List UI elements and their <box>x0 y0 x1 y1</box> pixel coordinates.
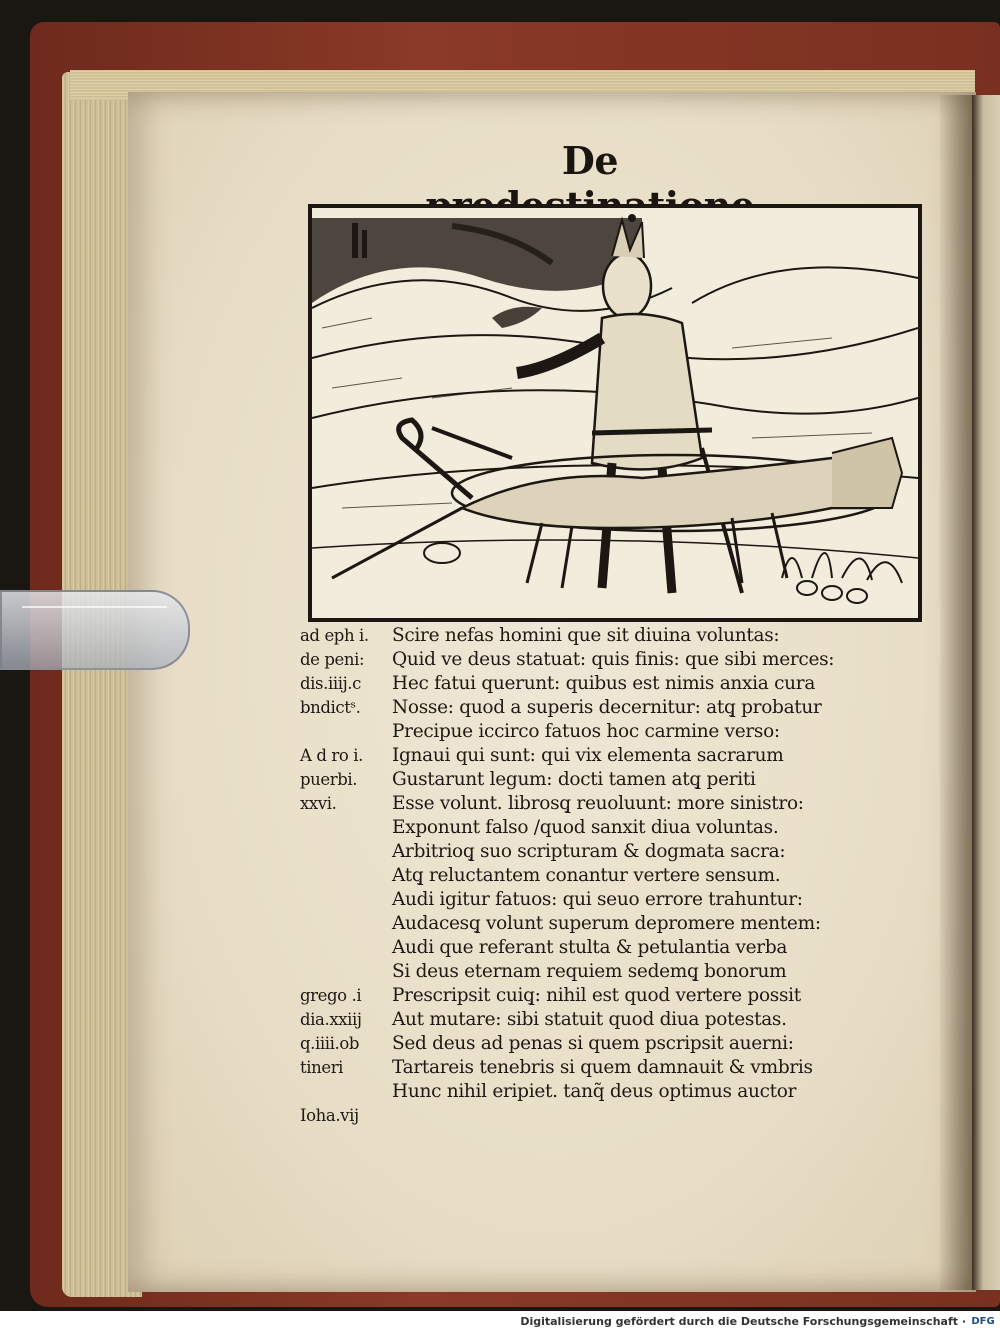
margin-note: ad eph i. <box>300 626 369 645</box>
verse-line: Si deus eternam requiem sedemq̧ bonorum <box>392 961 787 982</box>
margin-note: grego .i <box>300 986 362 1005</box>
page-holder-clip <box>0 590 190 670</box>
margin-note <box>300 840 390 864</box>
dfg-logo-icon: DFG <box>971 1316 995 1327</box>
margin-note <box>300 720 390 744</box>
margin-note: xxvi. <box>300 794 337 813</box>
margin-note <box>300 912 390 936</box>
verse-line: Prescripsit cuiq̧: nihil est quod vertere possit <box>392 985 801 1006</box>
clip-highlight <box>22 606 167 608</box>
margin-note: bndictˢ. <box>300 698 361 717</box>
margin-note <box>300 960 390 984</box>
verse-line: Audi igitur fatuos: qui seuo errore trahuntur: <box>392 889 803 910</box>
verse-line: Nosse: quod a superis decernitur: atq̧ probatur <box>392 697 822 718</box>
margin-note <box>300 816 390 840</box>
verse-line: Audacesq̧ volunt superum depromere mentem: <box>392 913 821 934</box>
verse-text <box>392 624 835 1104</box>
margin-note: tineri <box>300 1058 344 1077</box>
verse-line: Quid ve deus statuat: quis finis: que sibi merces: <box>392 649 835 670</box>
verse-line: Ignaui qui sunt: qui vix elementa sacrarum <box>392 745 784 766</box>
margin-note: puerbi. <box>300 770 358 789</box>
verse-line: Sed deus ad penas si quem pscripsit auerni: <box>392 1033 794 1054</box>
funding-credit: Digitalisierung gefördert durch die Deutsche Forschungsgemeinschaft · <box>520 1315 966 1328</box>
verse-line: Atq̧ reluctantem conantur vertere sensum. <box>392 865 781 886</box>
margin-note <box>300 888 390 912</box>
margin-note: dis.iiij.c <box>300 674 361 693</box>
margin-note: Ioha.vij <box>300 1106 359 1125</box>
verse-line: Esse volunt. librosq̧ reuoluunt: more sinistro: <box>392 793 804 814</box>
page-headline: De <box>561 138 619 183</box>
verse-line: Exponunt falso /quod sanxit diua voluntas. <box>392 817 779 838</box>
woodcut-fool-on-crayfish <box>312 208 918 618</box>
verse-line: Gustarunt legum: docti tamen atq̧ periti <box>392 769 756 790</box>
footer-bar <box>0 1311 1000 1336</box>
margin-note: q.iiii.ob <box>300 1034 360 1053</box>
verse-line: Hunc nihil eripiet. tanq̃ deus optimus auctor <box>392 1081 797 1102</box>
verse-line: Audi que referant stulta & petulantia verba <box>392 937 788 958</box>
margin-note <box>300 864 390 888</box>
verse-line: Tartareis tenebris si quem damnauit & vmbris <box>392 1057 813 1078</box>
verse-line: Precipue iccirco fatuos hoc carmine verso: <box>392 721 780 742</box>
margin-notes <box>300 624 390 1128</box>
margin-note <box>300 936 390 960</box>
verse-line: Scire nefas homini que sit diuina voluntas: <box>392 625 780 646</box>
margin-note <box>300 1080 390 1104</box>
margin-note: A d ro i. <box>300 746 363 765</box>
verse-line: Aut mutare: sibi statuit quod diua potestas. <box>392 1009 787 1030</box>
verse-line: Arbitrioq̧ suo scripturam & dogmata sacra: <box>392 841 786 862</box>
margin-note: dia.xxiij <box>300 1010 362 1029</box>
facing-page-edge <box>972 95 1000 1290</box>
margin-note: de peni: <box>300 650 365 669</box>
woodcut-illustration <box>308 204 922 622</box>
verse-line: Hec fatui querunt: quibus est nimis anxia cura <box>392 673 816 694</box>
